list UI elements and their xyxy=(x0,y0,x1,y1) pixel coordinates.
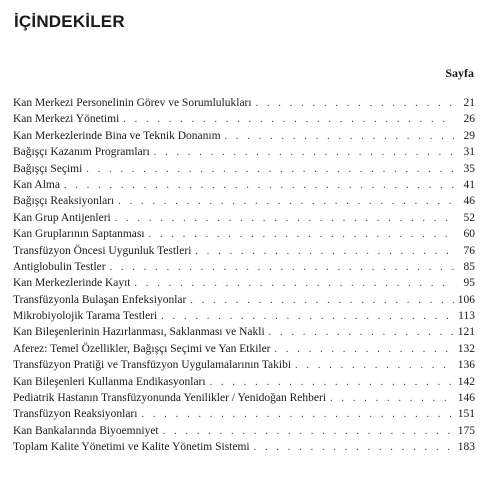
dot-leader xyxy=(275,342,454,357)
toc-entry-page: 151 xyxy=(457,408,475,421)
toc-entry-label: Bağışçı Seçimi xyxy=(13,162,83,175)
toc-entry-page: 121 xyxy=(457,326,475,339)
dot-leader xyxy=(115,211,454,226)
toc-entry xyxy=(13,210,475,226)
toc-entry-label: Mikrobiyolojik Tarama Testleri xyxy=(13,310,158,323)
toc-entry xyxy=(13,161,475,177)
toc-entry-page: 132 xyxy=(457,342,475,355)
toc-entry-page: 113 xyxy=(458,310,475,323)
toc-entry xyxy=(13,439,475,455)
toc-entry-label: Transfüzyon Öncesi Uygunluk Testleri xyxy=(13,244,192,257)
dot-leader xyxy=(154,145,454,160)
toc-entry-label: Toplam Kalite Yönetimi ve Kalite Yönetim Sistemi xyxy=(13,441,250,454)
toc-entry xyxy=(13,111,475,127)
toc-entry-label: Kan Merkezlerinde Bina ve Teknik Donanım xyxy=(13,129,221,142)
dot-leader xyxy=(330,391,454,406)
toc-entry-page: 183 xyxy=(457,441,475,454)
toc-entry-page: 31 xyxy=(463,146,475,159)
dot-leader xyxy=(195,244,454,259)
toc-entry xyxy=(13,144,475,160)
toc-entry xyxy=(13,292,475,308)
toc-entry xyxy=(13,406,475,422)
dot-leader xyxy=(118,194,454,209)
toc-entry-page: 60 xyxy=(463,228,475,241)
dot-leader xyxy=(295,358,454,373)
dot-leader xyxy=(254,440,454,455)
dot-leader xyxy=(161,309,454,324)
dot-leader xyxy=(256,96,454,111)
toc-entry-page: 41 xyxy=(463,178,475,191)
toc-entry-label: Kan Bankalarında Biyoemniyet xyxy=(13,424,159,437)
toc-entry xyxy=(13,374,475,390)
toc-entry-label: Pediatrik Hastanın Transfüzyonunda Yenilikler / Yenidoğan Rehberi xyxy=(13,392,327,405)
dot-leader xyxy=(190,293,454,308)
toc-entry-label: Bağışçı Kazanım Programları xyxy=(13,146,150,159)
toc-entry-label: Transfüzyon Reaksiyonları xyxy=(13,408,138,421)
dot-leader xyxy=(135,276,454,291)
toc-entry xyxy=(13,390,475,406)
toc-entry xyxy=(13,128,475,144)
toc-entry-page: 46 xyxy=(463,195,475,208)
toc-entry-page: 95 xyxy=(463,277,475,290)
toc-entry-label: Kan Grup Antijenleri xyxy=(13,211,111,224)
toc-entry xyxy=(13,423,475,439)
dot-leader xyxy=(163,424,454,439)
toc-list xyxy=(13,95,475,456)
toc-entry-label: Transfüzyon Pratiği ve Transfüzyon Uygulamalarının Takibi xyxy=(13,359,292,372)
dot-leader xyxy=(141,407,454,422)
dot-leader xyxy=(210,375,454,390)
toc-entry-label: Antiglobulin Testler xyxy=(13,260,106,273)
toc-entry-label: Kan Gruplarının Saptanması xyxy=(13,228,145,241)
toc-entry-page: 35 xyxy=(463,162,475,175)
dot-leader xyxy=(225,129,454,144)
toc-entry-page: 76 xyxy=(463,244,475,257)
dot-leader xyxy=(110,260,454,275)
toc-entry xyxy=(13,243,475,259)
toc-entry-label: Kan Merkezi Yönetimi xyxy=(13,113,120,126)
toc-entry-page: 106 xyxy=(457,293,475,306)
toc-entry-label: Transfüzyonla Bulaşan Enfeksiyonlar xyxy=(13,293,187,306)
toc-entry-page: 21 xyxy=(463,97,475,109)
dot-leader xyxy=(123,112,454,127)
toc-entry-page: 142 xyxy=(457,375,475,388)
toc-entry-page: 175 xyxy=(457,424,475,437)
toc-entry-page: 52 xyxy=(463,211,475,224)
toc-entry-label: Bağışçı Reaksiyonları xyxy=(13,195,115,208)
toc-entry xyxy=(13,324,475,340)
toc-entry xyxy=(13,193,475,209)
toc-entry-label: Kan Merkezi Personelinin Görev ve Sorumlulukları xyxy=(13,97,252,109)
page-title: İÇİNDEKİLER xyxy=(14,12,125,31)
toc-entry xyxy=(13,177,475,193)
toc-entry xyxy=(13,95,475,111)
page-column-heading: Sayfa xyxy=(445,66,474,80)
toc-entry-page: 26 xyxy=(463,113,475,126)
toc-entry xyxy=(13,341,475,357)
toc-entry xyxy=(13,275,475,291)
toc-entry-page: 29 xyxy=(463,129,475,142)
toc-entry xyxy=(13,226,475,242)
toc-entry-label: Kan Merkezlerinde Kayıt xyxy=(13,277,131,290)
toc-entry xyxy=(13,308,475,324)
toc-entry-page: 85 xyxy=(463,260,475,273)
toc-entry-label: Aferez: Temel Özellikler, Bağışçı Seçimi ve Yan Etkiler xyxy=(13,342,271,355)
toc-entry-label: Kan Alma xyxy=(13,178,60,191)
toc-entry xyxy=(13,357,475,373)
dot-leader xyxy=(149,227,454,242)
toc-entry-page: 136 xyxy=(457,359,475,372)
dot-leader xyxy=(269,325,454,340)
toc-entry-page: 146 xyxy=(457,392,475,405)
dot-leader xyxy=(64,178,454,193)
dot-leader xyxy=(86,162,454,177)
toc-entry-label: Kan Bileşenlerinin Hazırlanması, Saklanması ve Nakli xyxy=(13,326,265,339)
toc-entry-label: Kan Bileşenleri Kullanma Endikasyonları xyxy=(13,375,206,388)
toc-entry xyxy=(13,259,475,275)
